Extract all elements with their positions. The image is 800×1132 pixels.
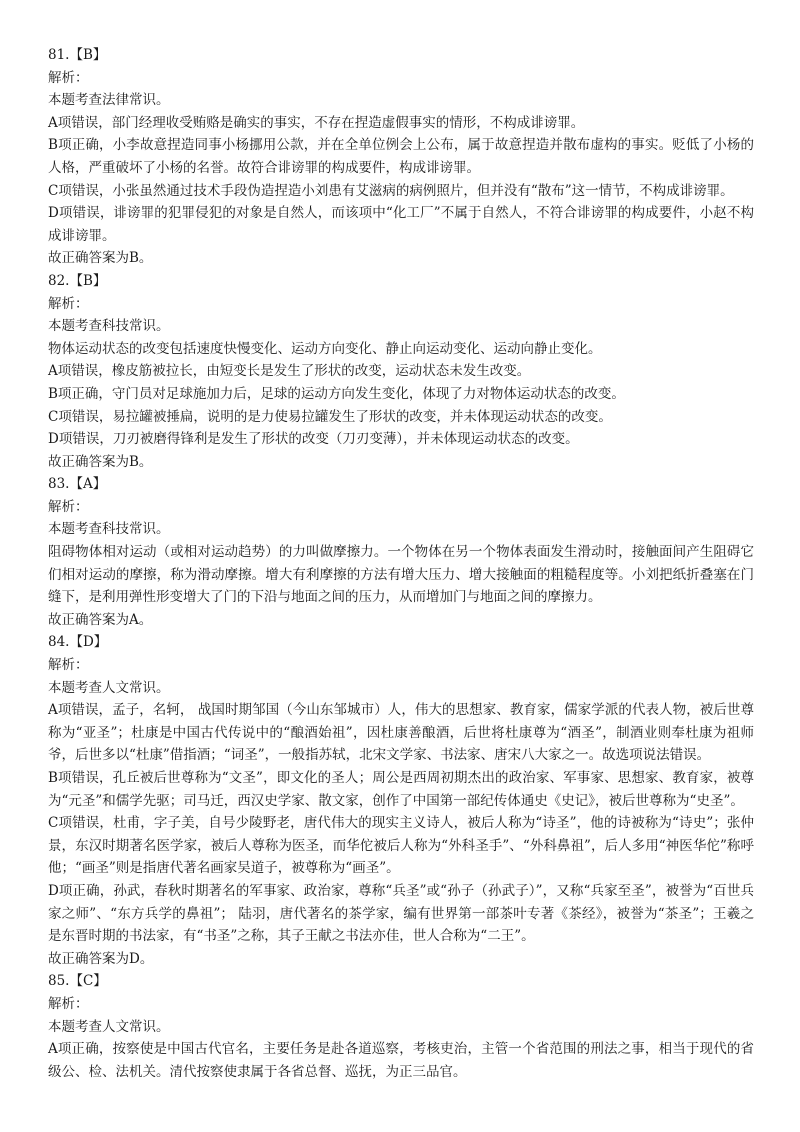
paragraph: C项错误，小张虽然通过技术手段伪造捏造小刘患有艾滋病的病例照片，但并没有“散布”这一情节，不构成诽谤罪。 — [48, 182, 734, 199]
paragraph: 本题考查科技常识。 — [48, 521, 170, 538]
question-header: 81.【B】 — [48, 47, 107, 63]
paragraph: 本题考查法律常识。 — [48, 92, 170, 109]
paragraph: D项错误，刀刃被磨得锋利是发生了形状的改变（刀刃变薄），并未体现运动状态的改变。 — [48, 431, 579, 448]
answer-conclusion: 故正确答案为B。 — [48, 250, 153, 267]
paragraph: 本题考查科技常识。 — [48, 318, 170, 335]
paragraph: A项正确，按察使是中国古代官名，主要任务是赴各道巡察，考核吏治，主管一个省范围的刑法之事，相当于现代的省级公、检、法机关。清代按察使隶属于各省总督、巡抚，为正三品官。 — [48, 1041, 754, 1080]
paragraph: B项错误，孔丘被后世尊称为“文圣”，即文化的圣人；周公是西周初期杰出的政治家、军事家、思想家、教育家，被尊为“元圣”和儒学先驱；司马迁，西汉史学家、散文家，创作了中国第一部纪传体通史《史记》，被后世尊称为“史圣”。 — [48, 770, 754, 809]
answer-conclusion: 故正确答案为A。 — [48, 611, 153, 628]
analysis-label: 解析： — [48, 295, 89, 312]
analysis-label: 解析： — [48, 995, 89, 1012]
analysis-label: 解析： — [48, 657, 89, 674]
answer-section-84 — [48, 631, 754, 970]
question-header: 82.【B】 — [48, 272, 107, 289]
analysis-label: 解析： — [48, 498, 89, 515]
paragraph: A项错误，部门经理收受贿赂是确实的事实，不存在捏造虚假事实的情形，不构成诽谤罪。 — [48, 114, 585, 131]
paragraph: C项错误，杜甫，字子美，自号少陵野老，唐代伟大的现实主义诗人，被后人称为“诗圣”，他的诗被称为“诗史”；张仲景，东汉时期著名医学家，被后人尊称为医圣，而华佗被后人称为“外科圣手”、“外科鼻祖”，后人多用“神医华佗”称呼他；“画圣”则是指唐代著名画家吴道子，被尊称为“画圣”。 — [48, 815, 754, 877]
answer-section-82 — [48, 270, 754, 473]
answer-section-83 — [48, 473, 754, 631]
paragraph: C项错误，易拉罐被捶扁，说明的是力使易拉罐发生了形状的改变，并未体现运动状态的改变。 — [48, 408, 612, 425]
question-header: 83.【A】 — [48, 476, 107, 493]
question-header: 85.【C】 — [48, 973, 107, 990]
paragraph: B项正确，守门员对足球施加力后，足球的运动方向发生变化，体现了力对物体运动状态的改变。 — [48, 385, 625, 402]
paragraph: D项正确，孙武，春秋时期著名的军事家、政治家，尊称“兵圣”或“孙子（孙武子）”，又称“兵家至圣”，被誉为“百世兵家之师”、“东方兵学的鼻祖”； 陆羽，唐代著名的茶学家，编有世界第一部茶叶专著《茶经》，被誉为“茶圣”；王羲之是东晋时期的书法家，有“书圣”之称，其子王献之书法亦佳，世人合称为“二王”。 — [48, 882, 754, 945]
paragraph: A项错误，孟子，名轲， 战国时期邹国（今山东邹城市）人，伟大的思想家、教育家，儒家学派的代表人物，被后世尊称为“亚圣”；杜康是中国古代传说中的“酿酒始祖”，因杜康善酿酒，后世将杜康尊为“酒圣”，制酒业则奉杜康为祖师爷，后世多以“杜康”借指酒；“词圣”，一般指苏轼，北宋文学家、书法家、唐宋八大家之一。故选项说法错误。 — [48, 702, 754, 764]
answer-section-81 — [48, 44, 754, 270]
paragraph: 本题考查人文常识。 — [48, 1018, 170, 1035]
answer-section-85 — [48, 970, 754, 1083]
question-header: 84.【D】 — [48, 634, 108, 651]
paragraph: A项错误，橡皮筋被拉长，由短变长是发生了形状的改变，运动状态未发生改变。 — [48, 363, 531, 380]
answer-conclusion: 故正确答案为B。 — [48, 453, 153, 470]
paragraph: D项错误，诽谤罪的犯罪侵犯的对象是自然人，而该项中“化工厂”不属于自然人，不符合诽谤罪的构成要件，小赵不构成诽谤罪。 — [48, 205, 754, 244]
analysis-label: 解析： — [48, 69, 89, 86]
paragraph: 物体运动状态的改变包括速度快慢变化、运动方向变化、静止向运动变化、运动向静止变化。 — [48, 340, 602, 357]
paragraph: B项正确，小李故意捏造同事小杨挪用公款，并在全单位例会上公布，属于故意捏造并散布虚构的事实。贬低了小杨的人格，严重破坏了小杨的名誉。故符合诽谤罪的构成要件，构成诽谤罪。 — [48, 137, 754, 176]
paragraph: 阻碍物体相对运动（或相对运动趋势）的力叫做摩擦力。一个物体在另一个物体表面发生滑动时，接触面间产生阻碍它们相对运动的摩擦，称为滑动摩擦。增大有利摩擦的方法有增大压力、增大接触面的粗糙程度等。小刘把纸折叠塞在门缝下，是利用弹性形变增大了门的下沿与地面之间的压力，从而增加门与地面之间的摩擦力。 — [48, 544, 754, 606]
paragraph: 本题考查人文常识。 — [48, 679, 170, 696]
answer-conclusion: 故正确答案为D。 — [48, 950, 154, 967]
